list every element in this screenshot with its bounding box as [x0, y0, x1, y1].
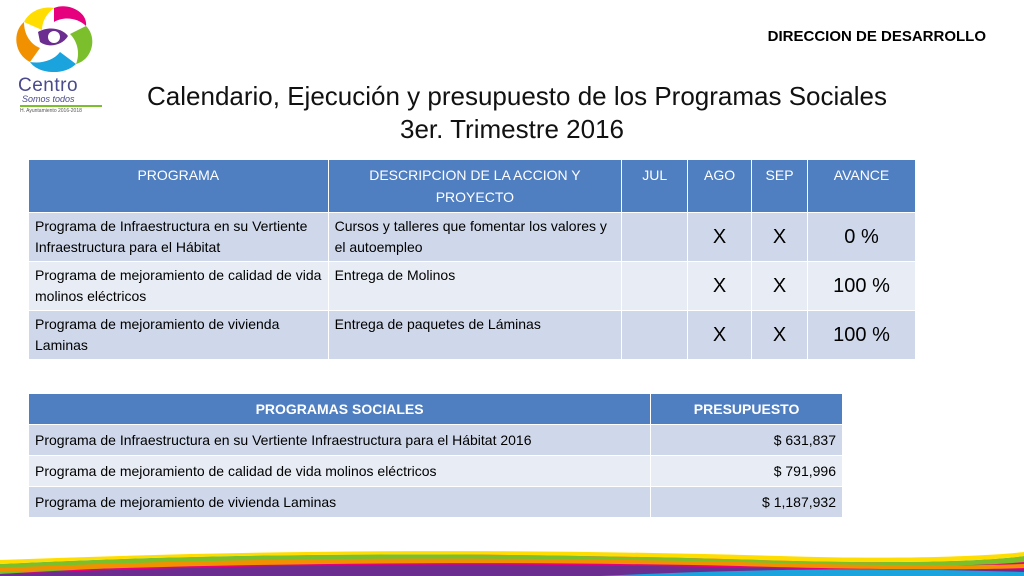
- logo-name: Centro: [18, 75, 79, 96]
- cell-presupuesto: $ 1,187,932: [651, 487, 843, 518]
- cell-programa: Programa de mejoramiento de calidad de vida molinos eléctricos: [29, 262, 329, 311]
- cell-jul: [622, 262, 688, 311]
- table-row: [29, 425, 843, 456]
- calendar-table: [28, 159, 916, 360]
- cell-programa: Programa de Infraestructura en su Vertiente Infraestructura para el Hábitat: [29, 213, 329, 262]
- cell-sep: X: [752, 262, 808, 311]
- cell-programa: Programa de mejoramiento de vivienda Laminas: [29, 311, 329, 360]
- page-title-line1: Calendario, Ejecución y presupuesto de los Programas Sociales: [147, 81, 887, 111]
- table-row: [29, 487, 843, 518]
- calendar-table-header: [29, 160, 916, 213]
- footer-stripes: [0, 538, 1024, 576]
- table-row: [29, 262, 916, 311]
- col-sep: SEP: [752, 160, 808, 213]
- cell-jul: [622, 311, 688, 360]
- table-row: [29, 311, 916, 360]
- logo-small-text: H. Ayuntamiento 2016-2018: [20, 108, 82, 114]
- col-jul: JUL: [622, 160, 688, 213]
- cell-descripcion: Entrega de paquetes de Láminas: [328, 311, 622, 360]
- budget-table-header: [29, 394, 843, 425]
- cell-sep: X: [752, 311, 808, 360]
- cell-programa: Programa de mejoramiento de calidad de vida molinos eléctricos: [29, 456, 651, 487]
- cell-jul: [622, 213, 688, 262]
- cell-sep: X: [752, 213, 808, 262]
- cell-presupuesto: $ 791,996: [651, 456, 843, 487]
- page-title-line2: 3er. Trimestre 2016: [400, 114, 624, 144]
- table-row: [29, 456, 843, 487]
- centro-logo-mark-icon: [8, 4, 100, 74]
- cell-presupuesto: $ 631,837: [651, 425, 843, 456]
- cell-ago: X: [688, 262, 752, 311]
- table-row: [29, 213, 916, 262]
- cell-ago: X: [688, 213, 752, 262]
- department-heading: DIRECCION DE DESARROLLO: [767, 28, 986, 45]
- cell-programa: Programa de Infraestructura en su Vertiente Infraestructura para el Hábitat 2016: [29, 425, 651, 456]
- col-ago: AGO: [688, 160, 752, 213]
- col-descripcion: DESCRIPCION DE LA ACCION Y PROYECTO: [328, 160, 622, 213]
- col-programa: PROGRAMA: [29, 160, 329, 213]
- cell-avance: 100 %: [808, 262, 916, 311]
- cell-avance: 0 %: [808, 213, 916, 262]
- col-programas-sociales: PROGRAMAS SOCIALES: [29, 394, 651, 425]
- col-presupuesto: PRESUPUESTO: [651, 394, 843, 425]
- cell-ago: X: [688, 311, 752, 360]
- cell-descripcion: Entrega de Molinos: [328, 262, 622, 311]
- logo-tagline: Somos todos: [22, 94, 75, 104]
- page-title: [0, 80, 1024, 146]
- budget-table: [28, 393, 843, 518]
- cell-programa: Programa de mejoramiento de vivienda Laminas: [29, 487, 651, 518]
- col-avance: AVANCE: [808, 160, 916, 213]
- cell-descripcion: Cursos y talleres que fomentar los valores y el autoempleo: [328, 213, 622, 262]
- cell-avance: 100 %: [808, 311, 916, 360]
